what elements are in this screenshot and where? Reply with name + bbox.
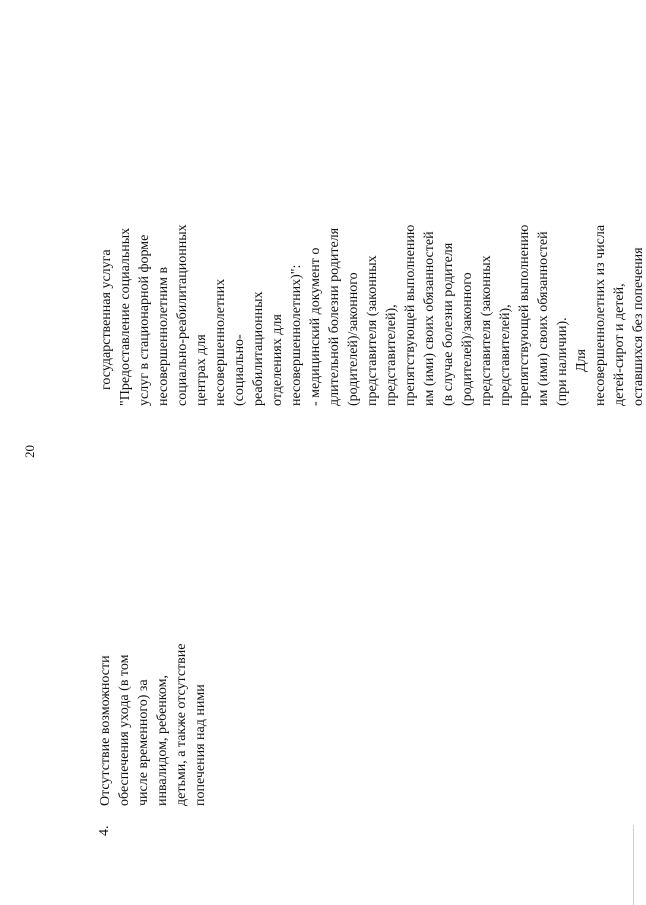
document-line: представителей), bbox=[498, 304, 513, 406]
document-line: несовершеннолетним в bbox=[156, 266, 171, 406]
condition-line: числе временного) за bbox=[136, 679, 151, 806]
document-line: социально-реабилитационных bbox=[175, 224, 190, 406]
document-line: представителя (законных bbox=[479, 255, 494, 406]
document-line: (в случае болезни родителя bbox=[441, 242, 456, 406]
document-line: центрах для bbox=[194, 334, 209, 406]
condition-line: инвалидом, ребенком, bbox=[155, 675, 170, 806]
document-line: услуг в стационарной форме bbox=[137, 234, 152, 406]
page-number: 20 bbox=[22, 445, 37, 458]
document-line: оставшихся без попечения bbox=[631, 247, 646, 406]
row-number: 4. bbox=[97, 825, 112, 836]
document-line: представителя (законных bbox=[365, 255, 380, 406]
document-line: несовершеннолетних bbox=[213, 278, 228, 406]
document-line: им (ими) своих обязанностей bbox=[422, 231, 437, 406]
document-line: Для bbox=[574, 349, 589, 372]
document-line: реабилитационных bbox=[251, 291, 266, 406]
document-line: несовершеннолетних из числа bbox=[593, 224, 608, 406]
condition-line: детьми, а также отсутствие bbox=[174, 643, 189, 806]
document-line: препятствующей выполнению bbox=[403, 224, 418, 406]
document-line: несовершеннолетних)": bbox=[289, 264, 304, 406]
document-line: детей-сирот и детей, bbox=[612, 283, 627, 406]
document-line: "Предоставление социальных bbox=[118, 227, 133, 406]
document-line: представителей), bbox=[384, 304, 399, 406]
document-line: длительной болезни родителя bbox=[327, 227, 342, 406]
condition-line: попечения над ними bbox=[193, 684, 208, 806]
document-line: препятствующей выполнению bbox=[517, 224, 532, 406]
document-line: (при наличии). bbox=[555, 317, 570, 406]
condition-line: Отсутствие возможности bbox=[98, 655, 113, 806]
document-line: (социально- bbox=[232, 334, 247, 406]
document-line: (родителей)/законного bbox=[346, 272, 361, 406]
document-line: - медицинский документ о bbox=[308, 247, 323, 406]
document-line: государственная услуга bbox=[99, 249, 114, 390]
table-edge-line bbox=[633, 825, 634, 905]
document-line: (родителей)/законного bbox=[460, 272, 475, 406]
document-line: отделениях для bbox=[270, 314, 285, 406]
condition-line: обеспечения ухода (в том bbox=[117, 654, 132, 806]
document-line: им (ими) своих обязанностей bbox=[536, 231, 551, 406]
